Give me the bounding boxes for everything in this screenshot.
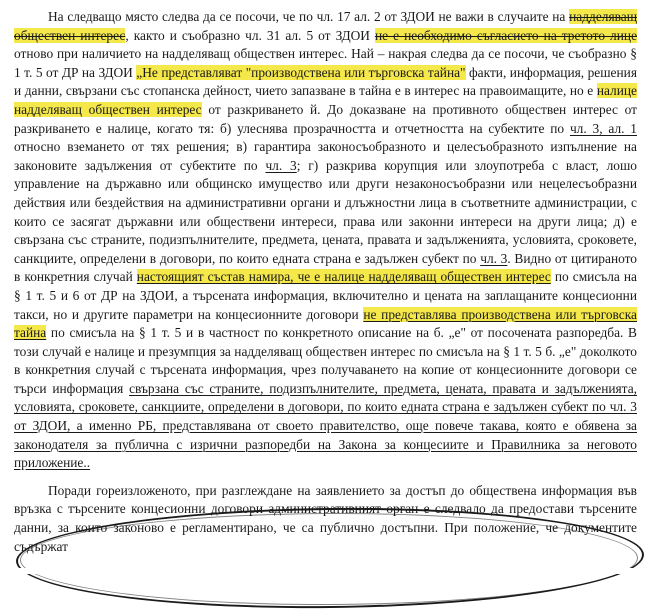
highlighted-text: налице надделяващ обществен интерес	[14, 83, 637, 117]
highlighted-struck-text: не е необходимо съгласието на третото лице	[374, 27, 638, 43]
text-run: относно взeмането от тях решения; в) гарантира законосъобразното и целесъобразното изпълнение на законовите задължения от субектите по	[14, 139, 637, 173]
text-run: от разкриването й. До доказване на противното обществен интерес от разкриването е налице, когато тя: б) улеснява прозрачността и отчетността на субектите по	[14, 101, 638, 136]
text-run: ; г) разкрива корупция или злоупотреба с власт, лошо управление на държавно или общинско имущество или други незаконосъобразни или нецелесъобразни действия или бездействия на административни органи и длъжностни лица в съответните администрации, с които се засягат държавни или обществени интереси, права или законни интереси на други лица; д) е свързана със страните, подизпълнителите, предмета, цената, правата и задълженията, условията, сроковете, санкциите, определени в договори, по които едната страна е задължен субект по	[14, 157, 637, 266]
underlined-text: чл. 3, ал. 1	[569, 120, 638, 136]
underlined-text: чл. 3	[480, 250, 508, 266]
paragraph-1	[14, 8, 637, 473]
highlighted-struck-text: надделяващ обществен интерес	[14, 9, 637, 43]
text-run: факти, информация, решения и данни, свързани със стопанска дейност, чието запазване в тайна е в интерес на правоимащите, но е	[14, 64, 637, 99]
highlighted-text: „Не представляват "производствена или търговска тайна"	[136, 64, 466, 80]
paragraph-2	[14, 482, 637, 556]
highlighted-underlined-text: настоящият състав намира, че е налице надделяващ обществен интерес	[136, 269, 551, 285]
highlighted-underlined-text: не представлява производствена или търговска тайна	[14, 306, 637, 341]
text-run: отново при наличието на надделяващ обществен интерес. Най – накрая следва да се посочи, че съобразно § 1 т. 5 от ДР на ЗДОИ	[14, 46, 637, 80]
underlined-text: чл. 3	[265, 157, 297, 173]
document-body	[14, 8, 637, 556]
text-run: , както и съобразно чл. 31 ал. 5 от ЗДОИ	[125, 27, 375, 43]
underlined-text: свързана със страните, подизпълнителите, предмета, цената, правата и задълженията, условията, сроковете, санкциите, определени в договори, по които едната страна е задължен субект по чл. 3 от ЗДОИ, а именно РБ, представлявана от своето правителство, още повече такава, която е обявена за законодателя за публична с изрични разпоредби на Закона за концесиите и Правилника за неговото приложение..	[14, 380, 637, 471]
text-run: по смисъла на § 1 т. 5 и в частност по конкретното описание на б. „е" от посочената разпоредба. В този случай е налице и презумпция за надделяващ обществен интерес по смисъла на § 1 т. 5 б. „е" доколкото в конкретния случай с търсената информация, чрез получаването на копие от концесионните договори се търси информация	[14, 325, 637, 396]
text-run: На следващо място следва да се посочи, че по чл. 17 ал. 2 от ЗДОИ не важи в случаите на	[48, 9, 570, 24]
text-run: . Видно от цитираното в конкретния случай	[14, 250, 638, 285]
text-run: по смисъла на § 1 т. 5 и 6 от ДР на ЗДОИ, а търсената информация, включително и цената на заплащаните концесионни такси, но и другите параметри на концесионните договори	[14, 269, 637, 322]
text-run: Поради гореизложеното, при разглеждане на заявлението за достъп до обществена информация във връзка с търсените концесионни договори административният орган е следвало да предостави търсените данни, за които законово е регламентирано, че са публично достъпни. При положение, че документите съдържат	[14, 482, 637, 554]
page-bottom-edge	[0, 568, 651, 574]
